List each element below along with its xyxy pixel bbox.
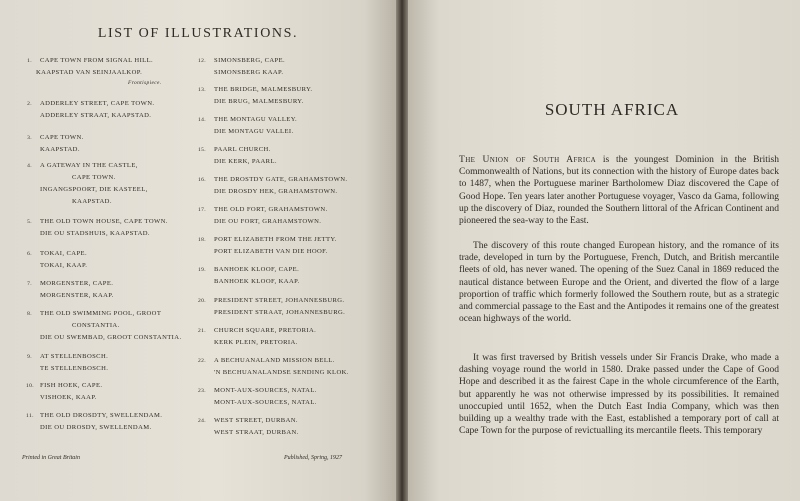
list-item: 24. WEST STREET, DURBAN. WEST STRAAT, DURBAN. xyxy=(198,417,299,436)
list-item: 17. THE OLD FORT, GRAHAMSTOWN. DIE OU FORT, GRAHAMSTOWN. xyxy=(198,206,328,225)
list-item: 5. THE OLD TOWN HOUSE, CAPE TOWN. DIE OU STADSHUIS, KAAPSTAD. xyxy=(27,218,168,237)
list-item: 1. CAPE TOWN FROM SIGNAL HILL. KAAPSTAD VAN SEINJAALKOP. Frontispiece. xyxy=(27,57,162,86)
frontispiece-note: Frontispiece. xyxy=(128,80,162,86)
illustrations-heading: LIST OF ILLUSTRATIONS. xyxy=(97,26,299,41)
list-item: 23. MONT-AUX-SOURCES, NATAL. MONT-AUX-SOURCES, NATAL. xyxy=(198,387,317,406)
list-item: 22. A BECHUANALAND MISSION BELL. 'N BECHUANALANDSE SENDING KLOK. xyxy=(198,357,349,376)
list-item: 13. THE BRIDGE, MALMESBURY. DIE BRUG, MALMESBURY. xyxy=(198,86,313,105)
list-item: 16. THE DROSTDY GATE, GRAHAMSTOWN. DIE DROSDY HEK, GRAHAMSTOWN. xyxy=(198,176,348,195)
list-item: 9. AT STELLENBOSCH. TE STELLENBOSCH. xyxy=(27,353,109,372)
list-item: 11. THE OLD DROSDTY, SWELLENDAM. DIE OU DROSDY, SWELLENDAM. xyxy=(26,412,163,431)
paragraph-1-lead: The Union of South Africa xyxy=(459,155,597,165)
list-item: 21. CHURCH SQUARE, PRETORIA. KERK PLEIN, PRETORIA. xyxy=(198,327,317,346)
paragraph-2: The discovery of this route changed European history, and the romance of its trade, developed in turn by the Portuguese, French, Dutch, and British mercantile fleets of old, has never waned. The opening of the Suez Canal in 1869 reduced the nautical distance between Europe and the Orient, and diverted the flow of a large proportion of traffic which formerly followed the Southern route, but as a strategic and commercial passage to the East and the Antipodes it remains one of the greatest ocean highways of the world. xyxy=(459,241,779,325)
book-gutter xyxy=(396,0,408,501)
published-note: Published, Spring, 1927 xyxy=(284,455,342,461)
right-page xyxy=(408,0,800,501)
paragraph-1-text: is the youngest Dominion in the British Commonwealth of Nations, but its connection with the history of Europe dates back to 1487, when the Portuguese mariner Bartholomew Diaz discovered the Cape of Good Hope. Ten years later another Portuguese voyager, Vasco da Gama, following up the discovery of Diaz, rounded the Southern littoral of the African Continent and pioneered the sea-way to the East. xyxy=(459,155,779,227)
page-title: SOUTH AFRICA xyxy=(544,100,680,119)
list-item: 10. FISH HOEK, CAPE. VISHOEK, KAAP. xyxy=(26,382,103,401)
printed-in-note: Printed in Great Britain xyxy=(22,455,80,461)
list-item: 8. THE OLD SWIMMING POOL, GROOT CONSTANTIA. DIE OU SWEMBAD, GROOT CONSTANTIA. xyxy=(27,310,182,341)
list-item: 4. A GATEWAY IN THE CASTLE, CAPE TOWN. INGANGSPOORT, DIE KASTEEL, KAAPSTAD. xyxy=(27,162,148,205)
list-item: 18. PORT ELIZABETH FROM THE JETTY. PORT ELIZABETH VAN DIE HOOF. xyxy=(198,236,337,255)
left-page xyxy=(0,0,396,501)
list-item: 20. PRESIDENT STREET, JOHANNESBURG. PRESIDENT STRAAT, JOHANNESBURG. xyxy=(198,297,346,316)
list-item: 19. BANHOEK KLOOF, CAPE. BANHOEK KLOOF, KAAP. xyxy=(198,266,300,285)
list-item: 12. SIMONSBERG, CAPE. SIMONSBERG KAAP. xyxy=(198,57,286,76)
list-item: 15. PAARL CHURCH. DIE KERK, PAARL. xyxy=(198,146,277,165)
paragraph-3: It was first traversed by British vessels under Sir Francis Drake, who made a dashing voyage round the world in 1580. Drake passed under the Cape of Good Hope and described it as the fairest Cape in the whole circumference of the Earth, but apparently he was not otherwise impressed by its possibilities. It remained unoccupied until 1652, when the Dutch East India Company, which was then building up a wealthy trade with the East, established a temporary port of call at Cape Town for the purpose of revictualling its mercantile fleets. This temporary xyxy=(459,353,779,437)
list-item: 14. THE MONTAGU VALLEY. DIE MONTAGU VALLEI. xyxy=(198,116,298,135)
list-item: 7. MORGENSTER, CAPE. MORGENSTER, KAAP. xyxy=(27,280,114,299)
paragraph-1 xyxy=(459,154,779,227)
list-item: 6. TOKAI, CAPE. TOKAI, KAAP. xyxy=(27,250,88,269)
list-item: 2. ADDERLEY STREET, CAPE TOWN. ADDERLEY STRAAT, KAAPSTAD. xyxy=(27,100,155,119)
list-item: 3. CAPE TOWN. KAAPSTAD. xyxy=(27,134,84,153)
